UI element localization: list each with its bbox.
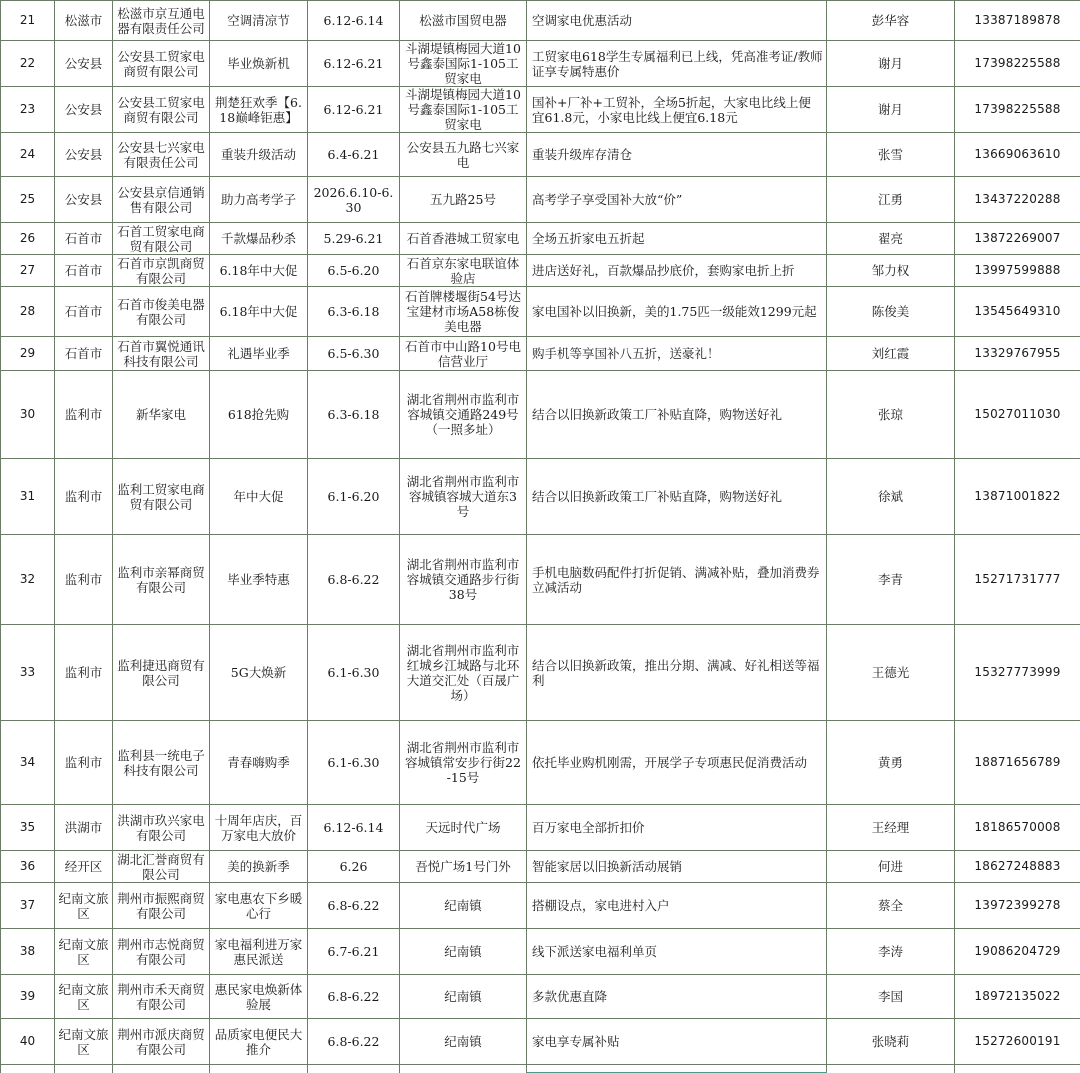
activity-name-cell: 5G大焕新 bbox=[210, 625, 308, 721]
district-cell: 松滋市 bbox=[55, 1, 113, 41]
activity-name-cell: 品质家电便民大推介 bbox=[210, 1019, 308, 1065]
row-number: 32 bbox=[1, 535, 55, 625]
activity-name-cell-empty bbox=[210, 1065, 308, 1073]
contact-cell-empty bbox=[827, 1065, 955, 1073]
phone-cell: 15272600191 bbox=[955, 1019, 1080, 1065]
date-range-cell: 6.1-6.30 bbox=[308, 625, 400, 721]
venue-cell: 湖北省荆州市监利市红城乡江城路与北环大道交汇处（百晟广场） bbox=[400, 625, 527, 721]
row-number: 35 bbox=[1, 805, 55, 851]
table-row bbox=[1, 41, 1080, 87]
venue-cell: 五九路25号 bbox=[400, 177, 527, 223]
district-cell: 公安县 bbox=[55, 87, 113, 133]
phone-cell-empty bbox=[955, 1065, 1080, 1073]
district-cell: 监利市 bbox=[55, 721, 113, 805]
district-cell: 监利市 bbox=[55, 459, 113, 535]
venue-cell: 纪南镇 bbox=[400, 1019, 527, 1065]
promotion-cell: 线下派送家电福利单页 bbox=[527, 929, 827, 975]
table-row bbox=[1, 851, 1080, 883]
date-range-cell: 6.12-6.14 bbox=[308, 1, 400, 41]
activity-name-cell: 美的换新季 bbox=[210, 851, 308, 883]
promotion-cell: 结合以旧换新政策工厂补贴直降，购物送好礼 bbox=[527, 459, 827, 535]
district-cell: 纪南文旅区 bbox=[55, 975, 113, 1019]
company-cell: 公安县工贸家电商贸有限公司 bbox=[113, 41, 210, 87]
date-range-cell: 6.12-6.21 bbox=[308, 41, 400, 87]
promotion-cell: 家电国补以旧换新，美的1.75匹一级能效1299元起 bbox=[527, 287, 827, 337]
row-number: 28 bbox=[1, 287, 55, 337]
district-cell: 洪湖市 bbox=[55, 805, 113, 851]
venue-cell: 湖北省荆州市监利市容城镇容城大道东3号 bbox=[400, 459, 527, 535]
venue-cell: 石首香港城工贸家电 bbox=[400, 223, 527, 255]
contact-cell: 李涛 bbox=[827, 929, 955, 975]
table-row bbox=[1, 459, 1080, 535]
venue-cell: 斗湖堤镇梅园大道10号鑫泰国际1-105工贸家电 bbox=[400, 87, 527, 133]
venue-cell: 松滋市国贸电器 bbox=[400, 1, 527, 41]
promotion-cell: 全场五折家电五折起 bbox=[527, 223, 827, 255]
table-row bbox=[1, 975, 1080, 1019]
district-cell: 石首市 bbox=[55, 287, 113, 337]
district-cell: 纪南文旅区 bbox=[55, 883, 113, 929]
promotion-cell: 空调家电优惠活动 bbox=[527, 1, 827, 41]
company-cell: 公安县工贸家电商贸有限公司 bbox=[113, 87, 210, 133]
row-number: 22 bbox=[1, 41, 55, 87]
contact-cell: 翟亮 bbox=[827, 223, 955, 255]
district-cell-empty bbox=[55, 1065, 113, 1073]
district-cell: 石首市 bbox=[55, 255, 113, 287]
promotion-cell: 购手机等享国补八五折，送豪礼！ bbox=[527, 337, 827, 371]
district-cell: 纪南文旅区 bbox=[55, 929, 113, 975]
phone-cell: 13872269007 bbox=[955, 223, 1080, 255]
phone-cell: 17398225588 bbox=[955, 87, 1080, 133]
date-range-cell-empty bbox=[308, 1065, 400, 1073]
venue-cell: 吾悦广场1号门外 bbox=[400, 851, 527, 883]
company-cell: 石首市俊美电器有限公司 bbox=[113, 287, 210, 337]
company-cell: 公安县京信通销售有限公司 bbox=[113, 177, 210, 223]
table-row bbox=[1, 883, 1080, 929]
venue-cell: 纪南镇 bbox=[400, 883, 527, 929]
district-cell: 纪南文旅区 bbox=[55, 1019, 113, 1065]
date-range-cell: 6.12-6.21 bbox=[308, 87, 400, 133]
contact-cell: 黄勇 bbox=[827, 721, 955, 805]
promotion-cell: 国补+厂补+工贸补，全场5折起，大家电比线上便宜61.8元，小家电比线上便宜6.18元 bbox=[527, 87, 827, 133]
date-range-cell: 6.8-6.22 bbox=[308, 975, 400, 1019]
contact-cell: 王德光 bbox=[827, 625, 955, 721]
company-cell: 新华家电 bbox=[113, 371, 210, 459]
row-number: 29 bbox=[1, 337, 55, 371]
venue-cell: 石首市中山路10号电信营业厅 bbox=[400, 337, 527, 371]
phone-cell: 13997599888 bbox=[955, 255, 1080, 287]
company-cell: 荆州市禾天商贸有限公司 bbox=[113, 975, 210, 1019]
activity-name-cell: 毕业焕新机 bbox=[210, 41, 308, 87]
row-number: 33 bbox=[1, 625, 55, 721]
row-number: 23 bbox=[1, 87, 55, 133]
district-cell: 石首市 bbox=[55, 337, 113, 371]
phone-cell: 18627248883 bbox=[955, 851, 1080, 883]
promotion-cell: 智能家居以旧换新活动展销 bbox=[527, 851, 827, 883]
venue-cell: 天远时代广场 bbox=[400, 805, 527, 851]
row-number: 25 bbox=[1, 177, 55, 223]
promotion-cell: 家电享专属补贴 bbox=[527, 1019, 827, 1065]
district-cell: 经开区 bbox=[55, 851, 113, 883]
activity-name-cell: 家电惠农下乡暖心行 bbox=[210, 883, 308, 929]
activity-name-cell: 6.18年中大促 bbox=[210, 287, 308, 337]
promotion-cell: 百万家电全部折扣价 bbox=[527, 805, 827, 851]
company-cell: 湖北汇誉商贸有限公司 bbox=[113, 851, 210, 883]
venue-cell: 斗湖堤镇梅园大道10号鑫泰国际1-105工贸家电 bbox=[400, 41, 527, 87]
phone-cell: 17398225588 bbox=[955, 41, 1080, 87]
date-range-cell: 6.26 bbox=[308, 851, 400, 883]
table-row bbox=[1, 87, 1080, 133]
row-number: 40 bbox=[1, 1019, 55, 1065]
activity-name-cell: 重装升级活动 bbox=[210, 133, 308, 177]
table-row bbox=[1, 1019, 1080, 1065]
contact-cell: 谢月 bbox=[827, 87, 955, 133]
company-cell: 松滋市京互通电器有限责任公司 bbox=[113, 1, 210, 41]
company-cell: 监利县一统电子科技有限公司 bbox=[113, 721, 210, 805]
row-number: 38 bbox=[1, 929, 55, 975]
contact-cell: 彭华容 bbox=[827, 1, 955, 41]
table-row bbox=[1, 535, 1080, 625]
venue-cell: 石首牌楼堰街54号达宝建材市场A58栋俊美电器 bbox=[400, 287, 527, 337]
table-row bbox=[1, 223, 1080, 255]
table-row bbox=[1, 721, 1080, 805]
contact-cell: 李青 bbox=[827, 535, 955, 625]
company-cell: 监利捷迅商贸有限公司 bbox=[113, 625, 210, 721]
venue-cell: 纪南镇 bbox=[400, 975, 527, 1019]
table-row-partial bbox=[1, 1065, 1080, 1073]
contact-cell: 江勇 bbox=[827, 177, 955, 223]
activity-name-cell: 惠民家电焕新体验展 bbox=[210, 975, 308, 1019]
promotion-cell: 多款优惠直降 bbox=[527, 975, 827, 1019]
phone-cell: 13329767955 bbox=[955, 337, 1080, 371]
venue-cell-empty bbox=[400, 1065, 527, 1073]
promotion-cell: 高考学子享受国补大放“价” bbox=[527, 177, 827, 223]
phone-cell: 18186570008 bbox=[955, 805, 1080, 851]
promotion-cell: 进店送好礼，百款爆品抄底价，套购家电折上折 bbox=[527, 255, 827, 287]
phone-cell: 13387189878 bbox=[955, 1, 1080, 41]
venue-cell: 湖北省荆州市监利市容城镇交通路249号（一照多址） bbox=[400, 371, 527, 459]
date-range-cell: 6.7-6.21 bbox=[308, 929, 400, 975]
promotion-cell: 搭棚设点，家电进村入户 bbox=[527, 883, 827, 929]
company-cell: 荆州市振熙商贸有限公司 bbox=[113, 883, 210, 929]
table-row bbox=[1, 805, 1080, 851]
district-cell: 公安县 bbox=[55, 133, 113, 177]
date-range-cell: 6.5-6.30 bbox=[308, 337, 400, 371]
activity-name-cell: 年中大促 bbox=[210, 459, 308, 535]
district-cell: 监利市 bbox=[55, 371, 113, 459]
activity-name-cell: 礼遇毕业季 bbox=[210, 337, 308, 371]
phone-cell: 15271731777 bbox=[955, 535, 1080, 625]
phone-cell: 13669063610 bbox=[955, 133, 1080, 177]
promotion-cell: 依托毕业购机刚需，开展学子专项惠民促消费活动 bbox=[527, 721, 827, 805]
contact-cell: 蔡全 bbox=[827, 883, 955, 929]
table-row bbox=[1, 929, 1080, 975]
phone-cell: 19086204729 bbox=[955, 929, 1080, 975]
company-cell: 石首工贸家电商贸有限公司 bbox=[113, 223, 210, 255]
phone-cell: 18972135022 bbox=[955, 975, 1080, 1019]
activity-name-cell: 助力高考学子 bbox=[210, 177, 308, 223]
activity-name-cell: 青春嗨购季 bbox=[210, 721, 308, 805]
contact-cell: 邹力权 bbox=[827, 255, 955, 287]
company-cell: 石首市京凯商贸有限公司 bbox=[113, 255, 210, 287]
contact-cell: 徐斌 bbox=[827, 459, 955, 535]
company-cell-empty bbox=[113, 1065, 210, 1073]
company-cell: 公安县七兴家电有限责任公司 bbox=[113, 133, 210, 177]
row-number: 26 bbox=[1, 223, 55, 255]
promotion-cell-empty bbox=[527, 1065, 827, 1073]
venue-cell: 湖北省荆州市监利市容城镇交通路步行街38号 bbox=[400, 535, 527, 625]
table-row bbox=[1, 371, 1080, 459]
district-cell: 石首市 bbox=[55, 223, 113, 255]
promotion-cell: 手机电脑数码配件打折促销、满减补贴，叠加消费券立减活动 bbox=[527, 535, 827, 625]
date-range-cell: 5.29-6.21 bbox=[308, 223, 400, 255]
contact-cell: 王经理 bbox=[827, 805, 955, 851]
date-range-cell: 6.8-6.22 bbox=[308, 1019, 400, 1065]
phone-cell: 13871001822 bbox=[955, 459, 1080, 535]
contact-cell: 谢月 bbox=[827, 41, 955, 87]
activity-name-cell: 618抢先购 bbox=[210, 371, 308, 459]
contact-cell: 张琼 bbox=[827, 371, 955, 459]
company-cell: 石首市翼悦通讯科技有限公司 bbox=[113, 337, 210, 371]
district-cell: 公安县 bbox=[55, 177, 113, 223]
row-number: 31 bbox=[1, 459, 55, 535]
company-cell: 监利工贸家电商贸有限公司 bbox=[113, 459, 210, 535]
date-range-cell: 6.1-6.30 bbox=[308, 721, 400, 805]
date-range-cell: 6.12-6.14 bbox=[308, 805, 400, 851]
table-row bbox=[1, 133, 1080, 177]
activity-name-cell: 6.18年中大促 bbox=[210, 255, 308, 287]
venue-cell: 湖北省荆州市监利市容城镇常安步行街22-15号 bbox=[400, 721, 527, 805]
contact-cell: 张雪 bbox=[827, 133, 955, 177]
phone-cell: 18871656789 bbox=[955, 721, 1080, 805]
row-number: 27 bbox=[1, 255, 55, 287]
district-cell: 公安县 bbox=[55, 41, 113, 87]
contact-cell: 陈俊美 bbox=[827, 287, 955, 337]
activity-name-cell: 空调清凉节 bbox=[210, 1, 308, 41]
contact-cell: 张晓莉 bbox=[827, 1019, 955, 1065]
venue-cell: 纪南镇 bbox=[400, 929, 527, 975]
row-number: 24 bbox=[1, 133, 55, 177]
promotion-cell: 结合以旧换新政策工厂补贴直降，购物送好礼 bbox=[527, 371, 827, 459]
promotion-cell: 工贸家电618学生专属福利已上线，凭高准考证/教师证享专属特惠价 bbox=[527, 41, 827, 87]
table-row bbox=[1, 337, 1080, 371]
phone-cell: 13545649310 bbox=[955, 287, 1080, 337]
row-number: 21 bbox=[1, 1, 55, 41]
district-cell: 监利市 bbox=[55, 535, 113, 625]
row-number: 36 bbox=[1, 851, 55, 883]
table-row bbox=[1, 1, 1080, 41]
table-body bbox=[1, 1, 1080, 1073]
date-range-cell: 6.3-6.18 bbox=[308, 371, 400, 459]
table-row bbox=[1, 287, 1080, 337]
date-range-cell: 6.3-6.18 bbox=[308, 287, 400, 337]
contact-cell: 李国 bbox=[827, 975, 955, 1019]
date-range-cell: 6.1-6.20 bbox=[308, 459, 400, 535]
date-range-cell: 2026.6.10-6.30 bbox=[308, 177, 400, 223]
table-row bbox=[1, 625, 1080, 721]
table-row bbox=[1, 177, 1080, 223]
promotion-cell: 结合以旧换新政策，推出分期、满减、好礼相送等福利 bbox=[527, 625, 827, 721]
district-cell: 监利市 bbox=[55, 625, 113, 721]
date-range-cell: 6.8-6.22 bbox=[308, 535, 400, 625]
date-range-cell: 6.8-6.22 bbox=[308, 883, 400, 929]
company-cell: 监利市亲幂商贸有限公司 bbox=[113, 535, 210, 625]
row-number: 37 bbox=[1, 883, 55, 929]
row-number: 34 bbox=[1, 721, 55, 805]
table-row bbox=[1, 255, 1080, 287]
row-number-empty bbox=[1, 1065, 55, 1073]
contact-cell: 刘红霞 bbox=[827, 337, 955, 371]
activity-name-cell: 十周年店庆，百万家电大放价 bbox=[210, 805, 308, 851]
promotion-cell: 重装升级库存清仓 bbox=[527, 133, 827, 177]
activity-name-cell: 家电福利进万家惠民派送 bbox=[210, 929, 308, 975]
phone-cell: 13437220288 bbox=[955, 177, 1080, 223]
activity-name-cell: 千款爆品秒杀 bbox=[210, 223, 308, 255]
venue-cell: 石首京东家电联谊体验店 bbox=[400, 255, 527, 287]
phone-cell: 15327773999 bbox=[955, 625, 1080, 721]
date-range-cell: 6.5-6.20 bbox=[308, 255, 400, 287]
company-cell: 荆州市志悦商贸有限公司 bbox=[113, 929, 210, 975]
venue-cell: 公安县五九路七兴家电 bbox=[400, 133, 527, 177]
company-cell: 洪湖市玖兴家电有限公司 bbox=[113, 805, 210, 851]
phone-cell: 15027011030 bbox=[955, 371, 1080, 459]
company-cell: 荆州市派庆商贸有限公司 bbox=[113, 1019, 210, 1065]
row-number: 39 bbox=[1, 975, 55, 1019]
activity-name-cell: 毕业季特惠 bbox=[210, 535, 308, 625]
row-number: 30 bbox=[1, 371, 55, 459]
contact-cell: 何进 bbox=[827, 851, 955, 883]
activity-name-cell: 荆楚狂欢季【6.18巅峰钜惠】 bbox=[210, 87, 308, 133]
phone-cell: 13972399278 bbox=[955, 883, 1080, 929]
date-range-cell: 6.4-6.21 bbox=[308, 133, 400, 177]
